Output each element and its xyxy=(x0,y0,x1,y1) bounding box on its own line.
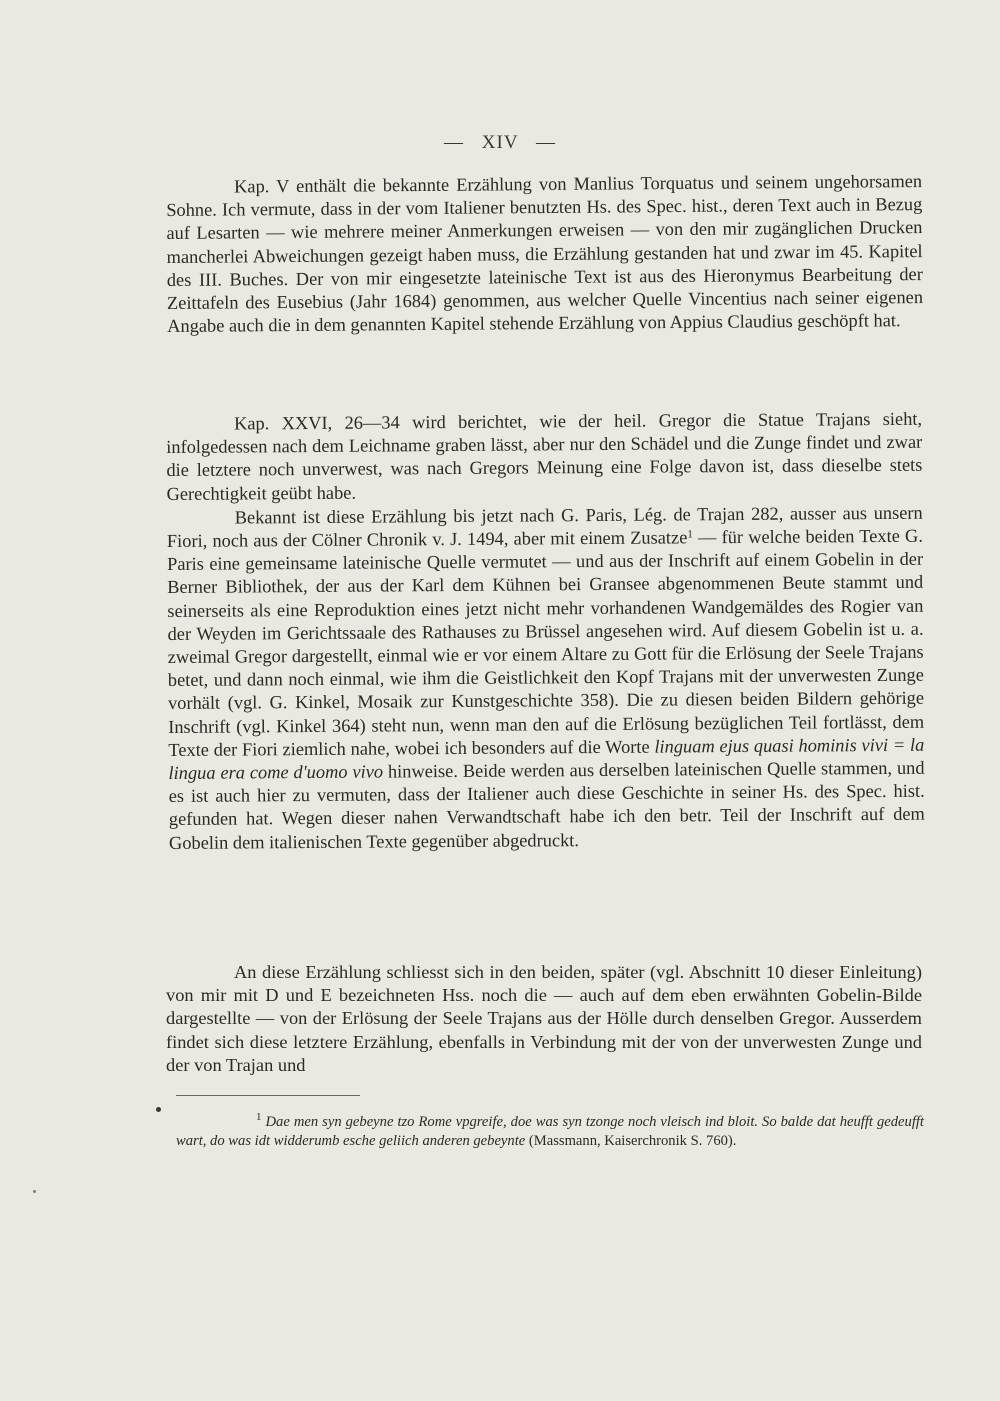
paragraph-bekannt-part-3: hinweise. Beide werden aus derselben lateinischen Quelle stammen, und es ist auch hier zu vermuten, dass der Italiener auch diese Geschichte in seiner Hs. des Spec. hist. gefunden hat. Wegen dieser nahen Verwandtschaft habe ich den betr. Teil der Inschrift auf dem Gobelin dem italienischen Texte gegenüber abgedruckt. xyxy=(168,757,925,853)
paragraph-bekannt xyxy=(167,502,925,855)
footnote-number: 1 xyxy=(256,1111,262,1123)
paragraph-kap-xxvi: Kap. XXVI, 26—34 wird berichtet, wie der heil. Gregor die Statue Trajans sieht, infolgedessen nach dem Leichname graben lässt, aber nur den Schädel und die Zunge findet und zwar die letztere noch unverwest, was nach Gregors Meinung eine Folge davon ist, dass dieselbe stets Gerechtigkeit geübt habe. xyxy=(166,408,923,504)
footnote-quote: Dae men syn gebeyne tzo Rome vpgreife, doe was syn tzonge noch vleisch ind bloit. So balde dat heufft gedeufft wart, do was idt widderumb esche geliich anderen gebeynte xyxy=(176,1114,924,1150)
paragraph-an-diese: An diese Erzählung schliesst sich in den beiden, später (vgl. Abschnitt 10 dieser Einleitung) von mir mit D und E bezeichneten Hss. noch die — auch auf dem eben erwähnten Gobelin-Bilde dargestellte — von der Erlösung der Seele Trajans aus der Hölle durch denselben Gregor. Ausserdem findet sich diese letztere Erzählung, ebenfalls in Verbindung mit der von der unverwesten Zunge und der von Trajan und xyxy=(166,962,922,1075)
print-speck xyxy=(33,1190,36,1193)
print-speck xyxy=(156,1107,161,1112)
paragraph-kap-v: Kap. V enthält die bekannte Erzählung von Manlius Torquatus und seinem ungehorsamen Sohne. Ich vermute, dass in der vom Italiener benutzten Hs. des Spec. hist., deren Text auch in Bezug auf Lesarten — wie mehrere meiner Anmerkungen erweisen — von den mir zugänglichen Drucken mancherlei Abweichungen gezeigt haben muss, die Erzählung gestanden hat und zwar im 45. Kapitel des III. Buches. Der von mir eingesetzte lateinische Text ist aus des Hieronymus Bearbeitung der Zeittafeln des Eusebius (Jahr 1684) genommen, aus welcher Quelle Vincentius nach seiner eigenen Angabe auch die in dem genannten Kapitel stehende Erzählung von Appius Claudius geschöpft hat. xyxy=(166,171,924,337)
footnote xyxy=(176,1113,924,1152)
footnote-divider xyxy=(176,1095,360,1096)
paragraph-bekannt-part-2: — für welche beiden Texte G. Paris eine gemeinsame lateinische Quelle vermutet — und aus der Inschrift auf einem Gobelin in der Berner Bibliothek, der aus der Karl dem Kühnen bei Gransee abgenommenen Beute stammt und seinerseits als eine Reproduktion eines jetzt nicht mehr vorhandenen Wandgemäldes des Rogier van der Weyden im Gerichtssaale des Rathauses zu Brüssel angesehen wird. Auf diesem Gobelin ist u. a. zweimal Gregor dargestellt, einmal wie er vor einem Altare zu Gott für die Erlösung der Seele Trajans betet, und dann noch einmal, wie ihm die Geistlichkeit den Kopf Trajans mit der unverwesten Zunge vorhält (vgl. G. Kinkel, Mosaik zur Kunstgeschichte 358). Die zu diesen beiden Bildern gehörige Inschrift (vgl. Kinkel 364) steht nun, wenn man den auf die Erlösung bezüglichen Teil fortlässt, dem Texte der Fiori ziemlich nahe, wobei ich besonders auf die Worte xyxy=(166,525,925,760)
footnote-reference: 1 xyxy=(687,528,693,541)
footnote-citation: (Massmann, Kaiserchronik S. 760). xyxy=(525,1133,737,1150)
paragraph-block-2 xyxy=(166,408,925,855)
quoted-latin-italian-words: linguam ejus quasi hominis vivi = la lingua era come d'uomo vivo xyxy=(168,734,925,784)
paragraph-block-3 xyxy=(166,961,922,1077)
paragraph-bekannt-part-1: Bekannt ist diese Erzählung bis jetzt nach G. Paris, Lég. de Trajan 282, ausser aus unsern Fiori, noch aus der Cölner Chronik v. J. 1494, aber mit einem Zusatze xyxy=(166,502,923,552)
paragraph-block-1 xyxy=(166,170,923,338)
page-number: — XIV — xyxy=(444,132,556,153)
